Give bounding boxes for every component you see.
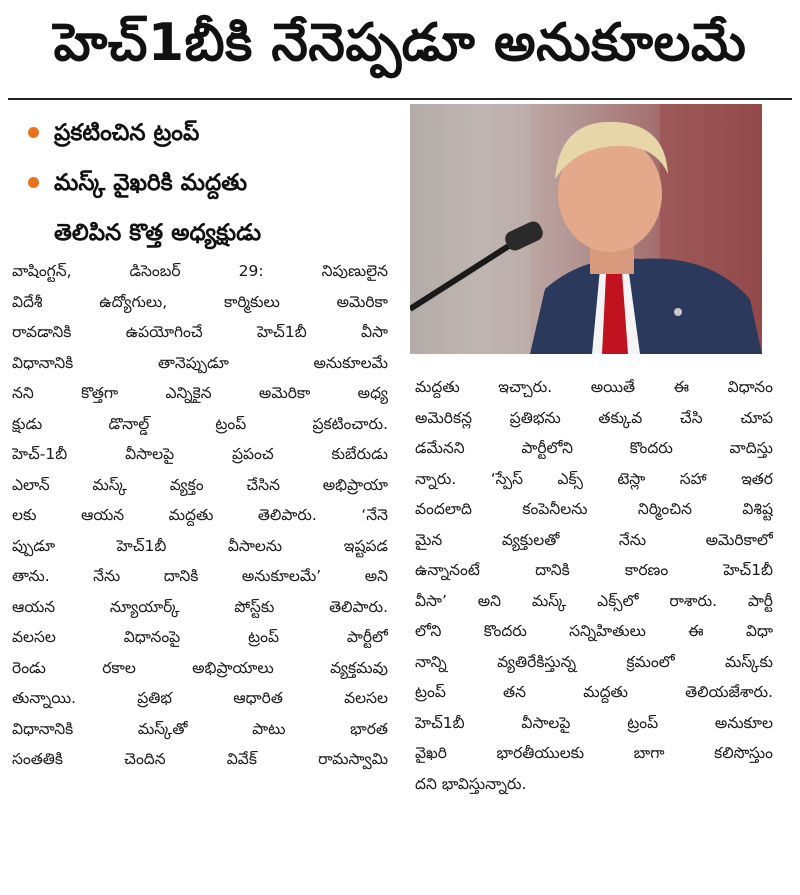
headline-divider [8,98,792,100]
article-column-left [12,256,388,775]
text-line: ఎలాన్ మస్క్ వ్యక్తం చేసిన అభిప్రాయా [12,475,388,494]
text-line: నాన్ని వ్యతిరేకిస్తున్న క్రమంలో మస్క్‌కు [415,652,773,671]
headline: హెచ్1బీకి నేనెప్పడూ అనుకూలమే [53,12,747,73]
text-line: విదేశీ ఉద్యోగులు, కార్మికులు అమెరికా [12,292,388,311]
text-line: హెచ్1బీ వీసాలపై ట్రంప్ అనుకూల [415,713,773,732]
text-line: మద్దతు ఇచ్చారు. అయితే ఈ విధానం [415,378,773,396]
trump-photo-illustration [410,104,762,354]
bullet-text: ప్రకటించిన ట్రంప్ [54,120,200,146]
text-line: రావడానికి ఉపయోగించే హెచ్1బీ వీసా [12,323,388,341]
article-column-right [415,372,773,799]
text-line: ఆయన న్యూయార్క్ పోస్ట్‌కు తెలిపారు. [12,597,388,616]
text-line: వలసల విధానంపై ట్రంప్ పార్టీలో [12,628,388,646]
bullet-dot-icon [28,127,39,138]
text-line: విధానానికి మస్క్‌తో పాటు భారత [12,719,388,738]
text-line: వైఖరి భారతీయులకు బాగా కలిసొస్తుం [415,744,773,762]
text-line: ట్రంప్ తన మద్దతు తెలియజేశారు. [415,683,773,701]
text-line: వాషింగ్టన్, డిసెంబర్ 29: నిపుణులైన [12,262,388,280]
text-line: వీసా’ అని మస్క్ ఎక్స్‌లో రాశారు. పార్టీ [415,591,773,610]
text-line: వందలాది కంపెనీలను నిర్మించిన విశిష్ట [415,500,773,518]
text-line: దని భావిస్తున్నారు. [415,774,527,793]
text-line: మైన వ్యక్తులతో నేను అమెరికాలో [415,530,773,549]
bullet-item [22,158,417,208]
text-line: విధానానికి తానెప్పుడూ అనుకూలమే [12,353,388,372]
text-line: తున్నాయి. ప్రతిభ ఆధారిత వలసల [12,689,388,707]
lapel-pin [674,308,682,316]
highlight-bullets [22,108,417,258]
text-line: అమెరికన్ల ప్రతిభను తక్కువ చేసి చూప [415,408,773,427]
text-line: డమేనని పార్టీలోని కొందరు వాదిస్తు [415,439,773,457]
text-line: లకు ఆయన మద్దతు తెలిపారు. ‘నేనె [12,506,388,524]
text-line: లోని కొందరు సన్నిహితులు ఈ విధా [415,622,773,640]
bullet-item-continued [22,208,417,258]
text-line: న్నారు. ‘స్పేస్ ఎక్స్ టెస్లా సహా ఇతర [415,469,773,488]
text-line: రెండు రకాల అభిప్రాయాలు వ్యక్తమవు [12,658,388,677]
text-line: ప్పుడూ హెచ్1బీ వీసాలను ఇష్టపడ [12,536,388,555]
text-line: హెచ్-1బీ వీసాలపై ప్రపంచ కుబేరుడు [12,445,388,463]
bullet-text: తెలిపిన కొత్త అధ్యక్షుడు [54,220,262,246]
text-line: క్షుడు డొనాల్డ్ ట్రంప్ ప్రకటించారు. [12,414,388,433]
text-line: తాను. నేను దానికి అనుకూలమే’ అని [12,567,388,585]
text-line: ఉన్నానంటే దానికి కారణం హెచ్1బీ [415,561,773,579]
bullet-item [22,108,417,158]
news-photo [410,104,762,354]
bullet-text: మస్క్ వైఖరికి మద్దతు [54,170,248,196]
text-line: సంతతికి చెందిన వివేక్ రామస్వామి [12,750,388,768]
text-line: నని కొత్తగా ఎన్నికైన అమెరికా అధ్య [12,384,388,402]
bullet-dot-icon [28,177,39,188]
